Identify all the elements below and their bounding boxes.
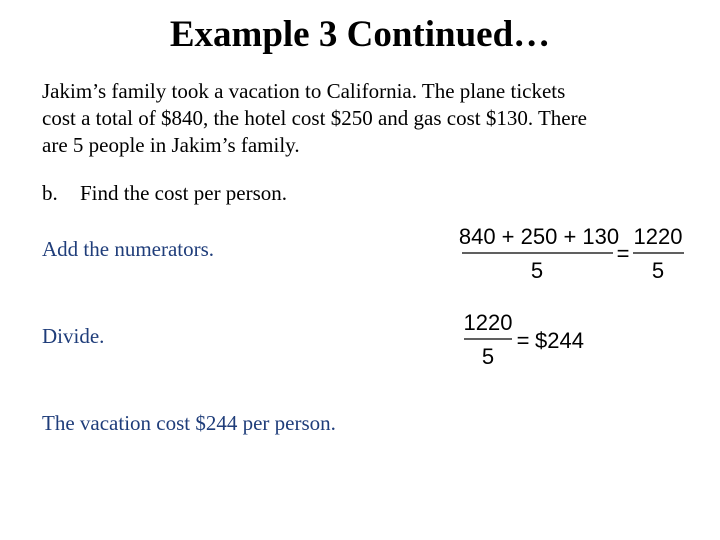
fraction-sum-equation xyxy=(458,222,690,286)
division-result: $244 xyxy=(535,328,584,353)
equals-sign: = xyxy=(516,328,530,353)
paragraph-line: cost a total of $840, the hotel cost $250 and gas cost $130. There xyxy=(42,106,587,130)
result-denominator: 5 xyxy=(651,258,665,283)
question-letter: b. xyxy=(42,181,58,205)
sum-denominator: 5 xyxy=(530,258,544,283)
question-b xyxy=(42,180,287,207)
equals-sign: = xyxy=(616,241,630,266)
division-equation xyxy=(460,308,600,372)
fraction-sum-svg xyxy=(458,222,690,286)
step-label-divide: Divide. xyxy=(42,324,105,348)
result-numerator: 1220 xyxy=(633,224,683,249)
division-denominator: 5 xyxy=(481,344,495,369)
conclusion-text: The vacation cost $244 per person. xyxy=(42,411,336,435)
question-text: Find the cost per person. xyxy=(80,181,288,205)
step-label-add: Add the numerators. xyxy=(42,237,215,261)
slide-title: Example 3 Continued… xyxy=(169,14,551,55)
problem-paragraph xyxy=(42,78,702,159)
paragraph-line: are 5 people in Jakim’s family. xyxy=(42,133,300,157)
sum-numerator: 840 + 250 + 130 xyxy=(458,224,620,249)
division-numerator: 1220 xyxy=(463,310,513,335)
division-svg xyxy=(460,308,600,372)
paragraph-line: Jakim’s family took a vacation to California. The plane tickets xyxy=(42,79,566,103)
